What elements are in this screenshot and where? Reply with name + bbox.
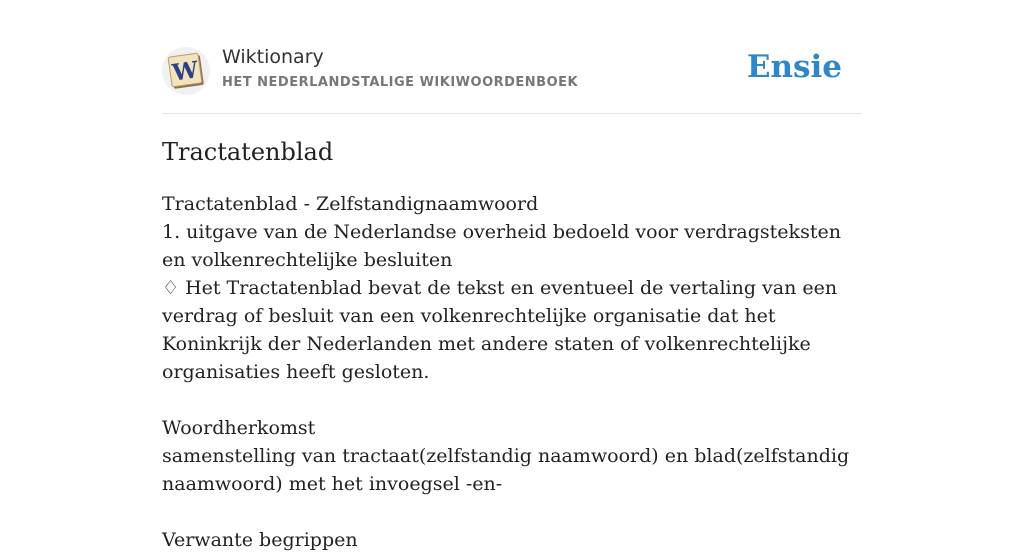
site-header <box>162 44 862 100</box>
site-name[interactable]: Wiktionary <box>222 46 324 68</box>
svg-text:W: W <box>170 56 200 87</box>
spacer <box>162 386 867 414</box>
definition-text: 1. uitgave van de Nederlandse overheid bedoeld voor verdragsteksten en volkenrechtelijke besluiten <box>162 221 841 271</box>
related-terms-heading: Verwante begrippen <box>162 529 358 551</box>
wiktionary-logo-icon[interactable] <box>162 47 210 95</box>
header-divider <box>162 113 862 114</box>
spacer <box>162 498 867 526</box>
etymology-heading: Woordherkomst <box>162 417 316 439</box>
site-tagline: HET NEDERLANDSTALIGE WIKIWOORDENBOEK <box>222 75 579 90</box>
ensie-brand-logo[interactable]: Ensie <box>746 49 842 85</box>
example-sentence: ♢ Het Tractatenblad bevat de tekst en eventueel de vertaling van een verdrag of besluit van een volkenrechtelijke organisatie dat het Koninkrijk der Nederlanden met andere staten of volkenrechtelijke organisaties heeft gesloten. <box>162 277 838 383</box>
etymology-text: samenstelling van tractaat(zelfstandig naamwoord) en blad(zelfstandig naamwoord) met het invoegsel -en- <box>162 445 850 495</box>
page-title: Tractatenblad <box>162 138 334 166</box>
wiktionary-logo-icon-graphic <box>162 47 210 95</box>
entry-content <box>162 190 867 554</box>
entry-heading: Tractatenblad - Zelfstandignaamwoord <box>162 193 539 215</box>
